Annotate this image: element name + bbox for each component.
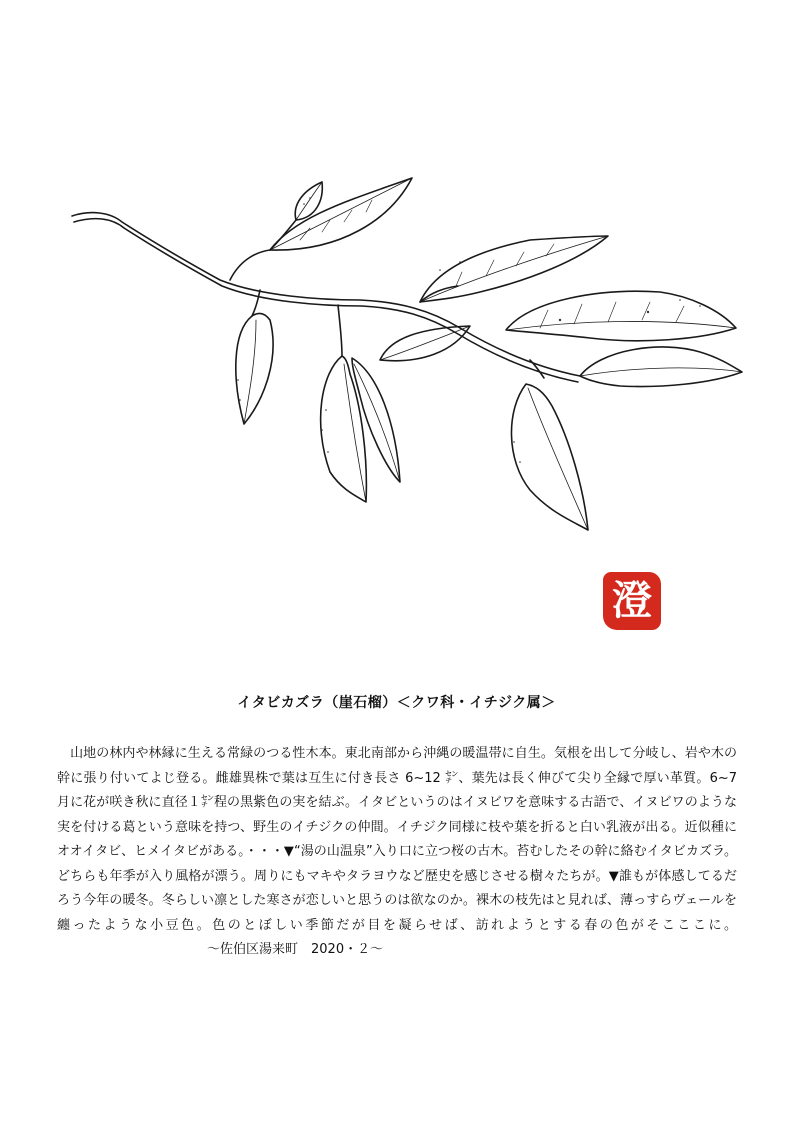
main-branch bbox=[72, 213, 580, 376]
paragraph-text: 山地の林内や林縁に生える常緑のつる性木本。東北南部から沖縄の暖温帯に自生。気根を出して分岐し、岩や木の幹に張り付いてよじ登る。雌雄異株で葉は互生に付き長さ 6~12 ㌢、葉先は長く伸びて尖り全縁で厚い革質。6~7 月に花が咲き秋に直径１㌢程の黒紫色の実を結ぶ。イタビというのはイヌビワを意味する古語で、イヌビワのような実を付ける葛という意味を持つ、野生のイチジクの仲間。イチジク同様に枝や葉を折ると白い乳液が出る。近似種にオオイタビ、ヒメイタビがある。・・・▼“湯の山温泉”入り口に立つ桜の古木。苔むしたその幹に絡むイタビカズラ。どちらも年季が入り風格が漂う。周りにもマキやタラヨウなど歴史を感じさせる樹々たちが。▼誰もが体感してるだろう今年の暖冬。冬らしい凛とした寒さが恋しいと思うのは欲なのか。裸木の枝先はと見れば、薄っすらヴェールを纏ったような小豆色。色のとぼしい季節だが目を凝らせば、訪れようとする春の色がそこここに。 bbox=[57, 746, 737, 933]
leaf-center-small bbox=[380, 326, 470, 361]
leaf-center-hanging-1 bbox=[321, 356, 367, 502]
leaf-right-mid bbox=[580, 347, 742, 387]
article-body bbox=[57, 742, 737, 963]
page-title: イタビカズラ（崖石榴）＜クワ科・イチジク属＞ bbox=[237, 695, 556, 711]
leaf-illustration bbox=[60, 160, 760, 540]
artist-seal bbox=[603, 572, 661, 630]
signature: ～佐伯区湯来町 2020・２～ bbox=[207, 942, 384, 957]
leaf-top-large bbox=[270, 178, 412, 250]
article-paragraph bbox=[57, 742, 737, 963]
seal-character: 澄 bbox=[612, 577, 652, 624]
leaf-right-upper bbox=[420, 236, 608, 302]
leaf-right-large bbox=[506, 291, 736, 341]
leaf-right-hanging bbox=[511, 384, 588, 530]
leaf-left-hanging bbox=[236, 313, 273, 424]
